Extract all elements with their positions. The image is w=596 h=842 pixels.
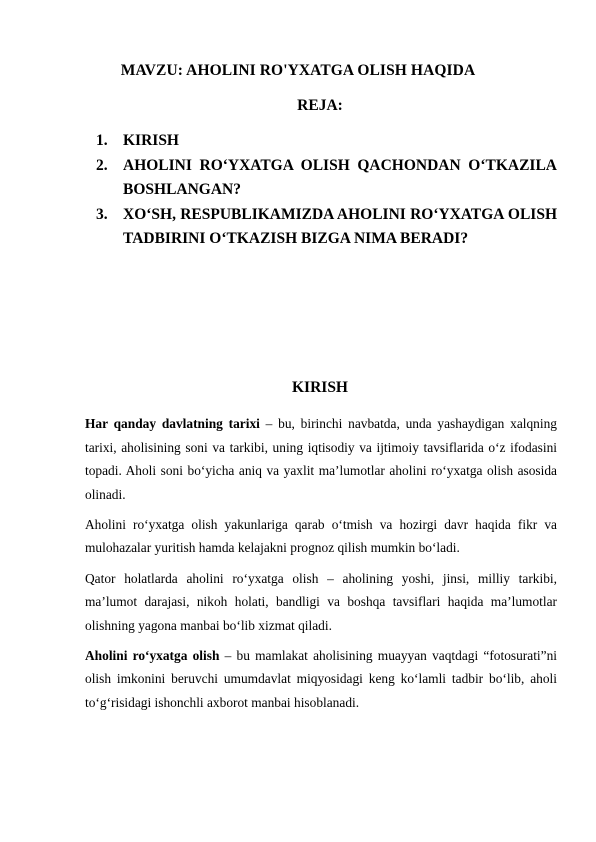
plan-item-text: AHOLINI RO‘YXATGA OLISH QACHONDAN O‘TKAZILA BOSHLANGAN? [123, 156, 557, 198]
paragraph-text: Qator holatlarda aholini ro‘yxatga olish – aholining yoshi, jinsi, milliy tarkibi, ma’lumot darajasi, nikoh holati, bandligi va boshqa tavsiflari haqida ma’lumotlar olishning yagona manbai bo‘lib xizmat qiladi. [85, 570, 557, 633]
section-heading: KIRISH [292, 379, 348, 396]
plan-list [96, 129, 557, 252]
plan-item [96, 203, 557, 252]
paragraph [85, 567, 557, 638]
plan-item-number: 3. [96, 205, 108, 223]
plan-item-text: XO‘SH, RESPUBLIKAMIZDA AHOLINI RO‘YXATGA OLISH TADBIRINI O‘TKAZISH BIZGA NIMA BERADI? [123, 205, 557, 247]
paragraph-text: Aholini ro‘yxatga olish yakunlariga qarab o‘tmish va hozirgi davr haqida fikr va mulohazalar yuritish hamda kelajakni prognoz qilish mumkin bo‘ladi. [85, 516, 557, 556]
plan-item-number: 2. [96, 156, 108, 174]
plan-item [96, 154, 557, 203]
plan-item-text: KIRISH [123, 132, 179, 149]
paragraph [85, 513, 557, 560]
document-title: MAVZU: AHOLINI RO'YXATGA OLISH HAQIDA [120, 62, 476, 79]
plan-heading: REJA: [297, 97, 343, 114]
paragraph [85, 644, 557, 715]
plan-item [96, 129, 557, 154]
paragraph-lead: Aholini ro‘yxatga olish [85, 647, 220, 663]
paragraph-text: – bu mamlakat aholisining muayyan vaqtdagi “fotosurati”ni olish imkonini beruvchi umumdavlat miqyosidagi keng ko‘lamli tadbir bo‘lib, aholi to‘g‘risidagi ishonchli axborot manbai hisoblanadi. [85, 647, 557, 711]
paragraph-text: – bu, birinchi navbatda, unda yashaydigan xalqning tarixi, aholisining soni va tarkibi, uning iqtisodiy va ijtimoiy tavsiflarida o‘z ifodasini topadi. Aholi soni bo‘yicha aniq va yaxlit ma’lumotlar aholini ro‘yxatga olish asosida olinadi. [85, 416, 557, 502]
plan-item-number: 1. [96, 132, 108, 149]
paragraph [85, 412, 557, 506]
paragraph-lead: Har qanday davlatning tarixi [85, 416, 260, 431]
body-text [85, 412, 557, 721]
